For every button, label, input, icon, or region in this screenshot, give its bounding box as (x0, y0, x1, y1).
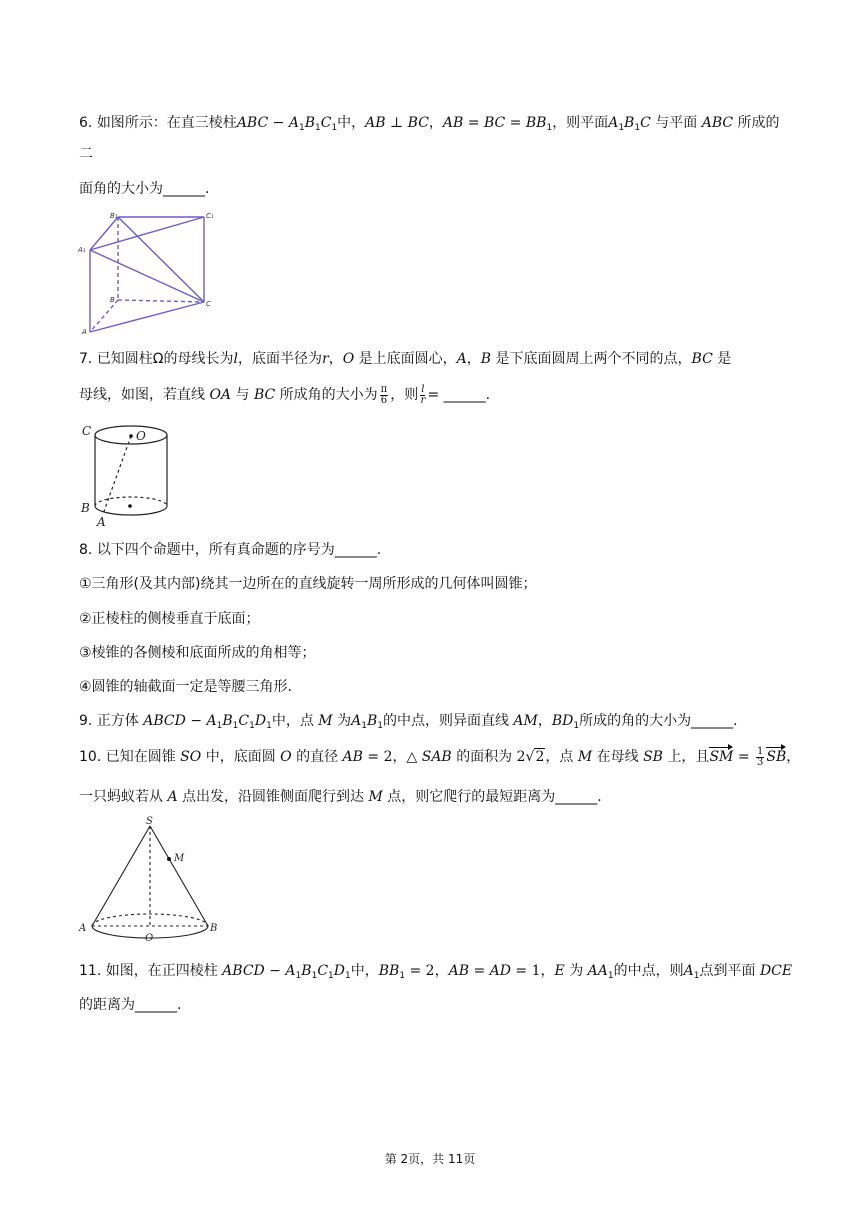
point-o (129, 434, 133, 438)
q7-line1: 7. 已知圆柱Ω的母线长为l，底面半径为r，O 是上底面圆心，A，B 是下底面圆周上两个不同的点，BC 是 (79, 351, 732, 367)
q10-line2: 一只蚂蚁若从 A 点出发，沿圆锥侧面爬行到达 M 点，则它爬行的最短距离为______. (79, 789, 602, 805)
label-a: A (82, 328, 87, 336)
q7-cylinder-figure (76, 422, 176, 528)
q8-item-3: ③棱锥的各侧棱和底面所成的角相等； (79, 645, 316, 661)
q10-cone-figure (76, 814, 226, 944)
edge-b1a1 (90, 217, 118, 250)
q11-line1: 11. 如图，在正四棱柱 ABCD − $A_1B_1C_1D_1$中，$BB_1 = 2$，AB = AD = 1，E 为 $AA_1$的中点，则$A_1$点到平面 DCE (79, 963, 793, 981)
label-b1: B₁ (110, 212, 118, 220)
label-a1: A₁ (78, 246, 86, 254)
q11-line2: 的距离为______. (79, 997, 182, 1013)
q8-item-1: ①三角形(及其内部)绕其一边所在的直线旋转一周所形成的几何体叫圆锥； (79, 576, 537, 592)
edge-a1c (90, 250, 204, 302)
q8-item-4: ④圆锥的轴截面一定是等腰三角形. (79, 679, 293, 695)
label-a: A (79, 923, 87, 934)
point-m (167, 857, 171, 861)
label-c: C (206, 300, 211, 308)
point-bottom-center (128, 504, 132, 508)
label-o: O (136, 429, 146, 443)
q8-item-2: ②正棱柱的侧棱垂直于底面； (79, 611, 260, 627)
label-c1: C₁ (206, 212, 214, 220)
q6-line3: 面角的大小为______. (79, 181, 210, 197)
q6-line2: 二 (79, 146, 93, 162)
q6-prism-figure (76, 210, 216, 336)
q6-line1: 6. 如图所示：在直三棱柱ABC − $A_1B_1C_1$中，AB ⊥ BC，AB = BC = $BB_1$，则平面$A_1B_1C$ 与平面 ABC 所成的 (79, 115, 780, 133)
q8-stem: 8. 以下四个命题中，所有真命题的序号为______. (79, 542, 382, 558)
label-c: C (82, 424, 92, 438)
q10-line1: 10. 已知在圆锥 SO 中，底面圆 O 的直径 AB = 2，△ SAB 的面积为 2√2，点 M 在母线 SB 上，且SM = $\frac{1}{3}$ SB， (79, 745, 801, 768)
q9-line1: 9. 正方体 ABCD − $A_1B_1C_1D_1$中，点 M 为$A_1B_1$的中点，则异面直线 AM，$BD_1$所成的角的大小为______. (79, 713, 738, 731)
label-o: O (145, 933, 154, 944)
segment-oa (103, 436, 131, 514)
edge-ac (90, 302, 204, 332)
label-b: B (110, 296, 115, 304)
q7-line2: 母线，如图，若直线 OA 与 BC 所成角的大小为 $\frac{\pi}{6}$ ，则 $\frac{l}{r}$ = ______. (79, 383, 491, 406)
label-a: A (97, 515, 106, 528)
label-m: M (174, 853, 185, 864)
label-b: B (210, 923, 218, 934)
page-footer: 第 2页，共 11页 (384, 1152, 476, 1166)
generatrix-sb (150, 826, 208, 926)
label-b: B (81, 501, 90, 515)
edge-ba (90, 300, 118, 332)
label-s: S (146, 816, 153, 827)
edge-bc (118, 300, 204, 302)
generatrix-sa (92, 826, 150, 926)
